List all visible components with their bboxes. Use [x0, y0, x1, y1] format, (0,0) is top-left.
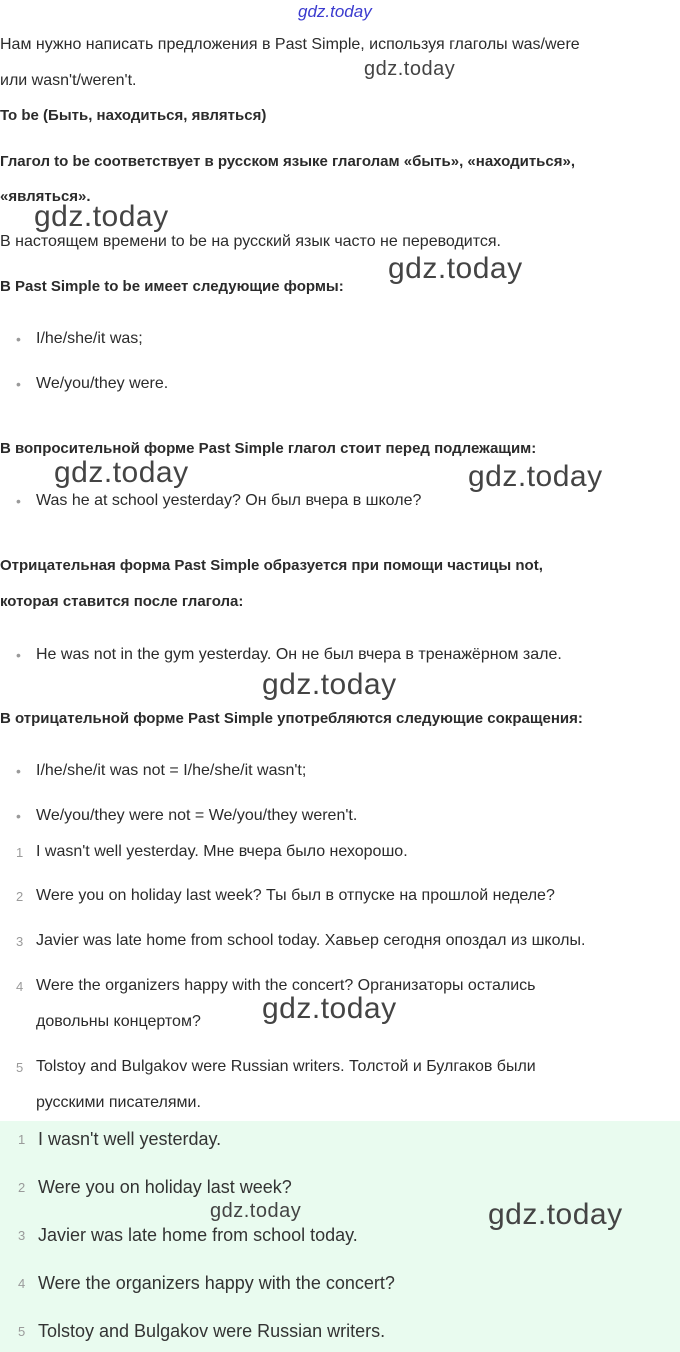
watermark-top: gdz.today: [298, 2, 372, 21]
exercise-number: 1: [16, 845, 24, 860]
watermark: gdz.today: [210, 1200, 302, 1222]
exercise-number: 4: [16, 979, 24, 994]
correspond-line-2: «являться».: [0, 188, 91, 205]
answer-item: Javier was late home from school today.: [38, 1225, 358, 1245]
answer-item: I wasn't well yesterday.: [38, 1129, 222, 1149]
correspond-line-1: Глагол to be соответствует в русском языке глаголам «быть», «находиться»,: [0, 153, 576, 170]
watermark: gdz.today: [388, 252, 523, 285]
exercise-item-continued: русскими писателями.: [36, 1094, 201, 1111]
exercise-item: Tolstoy and Bulgakov were Russian writers. Толстой и Булгаков были: [36, 1058, 536, 1075]
bullet-icon: •: [16, 493, 21, 509]
negative-line-1: Отрицательная форма Past Simple образуется при помощи частицы not,: [0, 557, 543, 574]
present-paragraph: В настоящем времени to be на русский язык часто не переводится.: [0, 233, 501, 250]
list-item: I/he/she/it was not = I/he/she/it wasn't;: [36, 762, 307, 779]
intro-line-1: Нам нужно написать предложения в Past Simple, используя глаголы was/were: [0, 36, 580, 53]
list-item: We/you/they were not = We/you/they weren't.: [36, 807, 358, 824]
heading-question: В вопросительной форме Past Simple глагол стоит перед подлежащим:: [0, 440, 537, 457]
list-item: I/he/she/it was;: [36, 330, 143, 347]
watermark: gdz.today: [54, 456, 189, 489]
heading-contractions: В отрицательной форме Past Simple употребляются следующие сокращения:: [0, 710, 583, 727]
exercise-number: 2: [16, 889, 24, 904]
watermark: gdz.today: [34, 200, 169, 233]
intro-line-2: или wasn't/weren't.: [0, 72, 137, 89]
answer-number: 4: [18, 1276, 26, 1291]
answer-item: Tolstoy and Bulgakov were Russian writers.: [38, 1321, 386, 1341]
exercise-number: 3: [16, 934, 24, 949]
bullet-icon: •: [16, 647, 21, 663]
exercise-item: Javier was late home from school today. Хавьер сегодня опоздал из школы.: [36, 932, 586, 949]
exercise-number: 5: [16, 1060, 24, 1075]
answer-number: 3: [18, 1228, 26, 1243]
watermark: gdz.today: [262, 668, 397, 701]
heading-forms: В Past Simple to be имеет следующие формы:: [0, 278, 344, 295]
watermark: gdz.today: [364, 58, 456, 80]
bullet-icon: •: [16, 331, 21, 347]
watermark: gdz.today: [262, 992, 397, 1025]
watermark: gdz.today: [488, 1198, 623, 1231]
negative-line-2: которая ставится после глагола:: [0, 593, 244, 610]
heading-to-be: To be (Быть, находиться, являться): [0, 107, 267, 124]
exercise-item: Were you on holiday last week? Ты был в отпуске на прошлой неделе?: [36, 887, 555, 904]
list-item: We/you/they were.: [36, 375, 169, 392]
answer-number: 1: [18, 1132, 26, 1147]
answer-item: Were you on holiday last week?: [38, 1177, 292, 1197]
bullet-icon: •: [16, 763, 21, 779]
list-item: He was not in the gym yesterday. Он не был вчера в тренажёрном зале.: [36, 646, 562, 663]
answer-number: 2: [18, 1180, 26, 1195]
bullet-icon: •: [16, 376, 21, 392]
watermark: gdz.today: [468, 460, 603, 493]
list-item: Was he at school yesterday? Он был вчера в школе?: [36, 492, 422, 509]
exercise-item-continued: довольны концертом?: [36, 1013, 201, 1030]
answer-number: 5: [18, 1324, 26, 1339]
answer-item: Were the organizers happy with the concert?: [38, 1273, 395, 1293]
bullet-icon: •: [16, 808, 21, 824]
exercise-item: Were the organizers happy with the concert? Организаторы остались: [36, 977, 536, 994]
exercise-item: I wasn't well yesterday. Мне вчера было нехорошо.: [36, 843, 408, 860]
